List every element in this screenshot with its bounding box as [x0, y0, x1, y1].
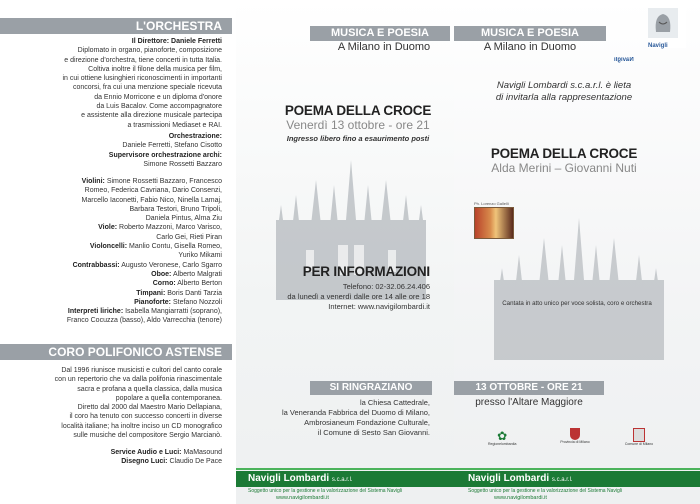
coro-line: popolare a quella contemporanea.	[115, 394, 222, 402]
liriche-names: Isabella Mangiarratti (soprano),	[125, 308, 222, 316]
footer-accent	[454, 468, 700, 470]
right-footer	[454, 468, 700, 504]
place: presso l'Altare Maggiore	[475, 397, 583, 408]
footer-accent	[236, 468, 454, 470]
middle-subtitle: A Milano in Duomo	[337, 41, 431, 53]
coro-header: CORO POLIFONICO ASTENSE	[0, 344, 232, 360]
bio-line: e assistente alla direzione musicale partecipa	[81, 112, 222, 120]
viole-label: Viole:	[98, 224, 118, 232]
right-panel	[454, 0, 700, 504]
coro-line: località italiane; ha inoltre inciso un CD monografico	[61, 422, 222, 430]
right-band: MUSICA E POESIA	[454, 26, 606, 41]
sponsor-provincia	[560, 428, 590, 444]
shield-icon	[633, 428, 645, 442]
authors: Alda Merini – Giovanni Nuti	[491, 161, 637, 175]
footer-url: www.navigilombardi.it	[494, 495, 547, 501]
footer-url: www.navigilombardi.it	[276, 495, 329, 501]
right-poem-title: POEMA DELLA CROCE	[490, 146, 638, 161]
sponsor-label: Comune di Milano	[624, 442, 654, 446]
performers-photo	[474, 207, 514, 239]
rose-icon: ✿	[497, 429, 508, 443]
orchestra-header: L'ORCHESTRA	[0, 18, 232, 34]
liriche-label: Interpreti liriche:	[67, 308, 124, 316]
date-band: 13 OTTOBRE - ORE 21	[454, 381, 604, 395]
pianoforte-name: Stefano Nozzoli	[172, 298, 222, 306]
director-block	[62, 37, 222, 130]
invite-line: di invitarla alla rappresentazione	[495, 92, 633, 103]
orchestrazione-names: Daniele Ferretti, Stefano Cisotto	[122, 142, 222, 150]
thanks-line: Ambrosianeum Fondazione Culturale,	[304, 418, 430, 427]
corno-name: Alberto Berton	[177, 280, 222, 288]
sponsor-regione	[488, 430, 516, 446]
right-subtitle: A Milano in Duomo	[483, 41, 577, 53]
violini-names: Simone Rossetti Bazzaro, Francesco	[106, 178, 222, 185]
bio-line: Diplomato in organo, pianoforte, composizione	[77, 47, 222, 55]
sponsor-comune	[624, 428, 654, 446]
thanks-band: SI RINGRAZIANO	[310, 381, 432, 395]
footer-tagline: Soggetto unico per la gestione e la valorizzazione del Sistema Navigli	[248, 488, 402, 494]
info-block	[287, 264, 430, 312]
footer-brand-suffix: s.c.a.r.l.	[331, 477, 353, 483]
coro-line: il coro ha tenuto con successo concerti in diverse	[69, 413, 222, 421]
footer-brand-suffix: s.c.a.r.l.	[551, 477, 573, 483]
violini-names: Romeo, Federica Cavriana, Dario Consenzi,	[84, 187, 222, 195]
thanks-line: la Chiesa Cattedrale,	[359, 398, 430, 407]
coro-line: Diretto dal 2000 dal Maestro Mario Dellapiana,	[77, 404, 222, 412]
invite-line: Navigli Lombardi s.c.a.r.l. è lieta	[496, 80, 632, 91]
crest-icon	[570, 428, 580, 440]
footer-brand: Navigli Lombardi	[468, 473, 550, 484]
poem-title: POEMA DELLA CROCE	[284, 103, 432, 118]
thanks-line: il Comune di Sesto San Giovanni.	[317, 428, 430, 437]
logo-text: Navigli	[648, 43, 668, 49]
event-date: Venerdì 13 ottobre - ore 21	[286, 118, 430, 132]
supervisore-label: Supervisore orchestrazione archi:	[108, 151, 222, 159]
footer-brand-band	[454, 471, 700, 487]
supervisore-name: Simone Rossetti Bazzaro	[143, 160, 222, 168]
contrabbassi-names: Augusto Veronese, Carlo Sgarro	[121, 261, 222, 269]
sponsor-label: Provincia di Milano	[560, 440, 590, 444]
coro-block	[55, 366, 222, 440]
violoncelli-names: Yuriko Mikami	[178, 252, 222, 260]
bio-line: e direzione d'orchestra, tiene concerti in tutta Italia.	[64, 56, 222, 64]
disegno-label: Disegno Luci:	[121, 458, 168, 466]
middle-footer	[236, 468, 454, 504]
middle-band: MUSICA E POESIA	[310, 26, 450, 41]
viole-names: Roberto Mazzoni, Marco Varisco,	[119, 224, 222, 232]
violini-names: Barbara Testori, Bruno Tripoli,	[129, 205, 222, 213]
bio-line: da Ennio Morricone e un diploma d'onore	[94, 93, 222, 101]
service-label: Service Audio e Luci:	[110, 449, 182, 456]
navigli-logo	[648, 8, 686, 48]
logo-reversed: Navigli	[614, 57, 634, 63]
violoncelli-label: Violoncelli:	[89, 243, 128, 251]
timpani-label: Timpani:	[136, 289, 166, 297]
coro-line: Dal 1996 riunisce musicisti e cultori del canto corale	[61, 367, 222, 374]
oboe-name: Alberto Malgrati	[172, 270, 222, 278]
disegno-name: Claudio De Pace	[169, 458, 222, 466]
viole-names: Carlo Gei, Rieti Piran	[156, 233, 222, 241]
bio-line: in cui ottiene lusinghieri riconoscimenti in importanti	[62, 75, 222, 83]
violini-names: Marcello Iaconetti, Fabio Nico, Ninella Lamaj,	[81, 196, 222, 204]
orchestra-panel	[0, 0, 236, 504]
coro-line: sacra e profana a quella classica, dalla musica	[77, 385, 222, 393]
strings-block	[67, 177, 222, 326]
bio-line: Coltiva inoltre il filone della musica per film,	[88, 65, 222, 73]
bio-line: a trasmissioni Mediaset e RAI.	[127, 121, 222, 129]
orchestrazione-block	[109, 132, 222, 169]
footer-brand-band	[236, 471, 454, 487]
footer-brand: Navigli Lombardi	[248, 473, 330, 484]
info-line: da lunedì a venerdì dalle ore 14 alle ore 18	[287, 292, 430, 301]
info-title: PER INFORMAZIONI	[302, 264, 430, 279]
service-name: MaMasound	[183, 449, 222, 456]
pianoforte-label: Pianoforte:	[134, 298, 172, 306]
thanks-line: la Veneranda Fabbrica del Duomo di Milano,	[281, 408, 430, 417]
liriche-names: Franco Cocuzza (basso), Aldo Varrecchia (tenore)	[66, 317, 222, 325]
credits-block	[111, 448, 222, 467]
invite-block	[454, 80, 674, 104]
violini-names: Daniela Pintus, Alma Ziu	[145, 215, 222, 223]
oboe-label: Oboe:	[151, 270, 172, 278]
cantata: Cantata in atto unico per voce solista, coro e orchestra	[502, 300, 652, 307]
bio-line: concorsi, fra cui una menzione speciale ricevuta	[72, 84, 222, 92]
coro-line: sulle musiche del compositore Sergio Marcianò.	[73, 432, 222, 440]
contrabbassi-label: Contrabbassi:	[72, 261, 120, 269]
orchestrazione-label: Orchestrazione:	[168, 133, 222, 140]
footer-tagline: Soggetto unico per la gestione e la valorizzazione del Sistema Navigli	[468, 488, 622, 494]
photo-credit: Ph. Lorenzo Gallelli	[474, 201, 509, 206]
middle-panel	[236, 0, 454, 504]
ingresso: Ingresso libero fino a esaurimento posti	[286, 134, 430, 143]
coro-line: con un repertorio che va dalla polifonia rinascimentale	[54, 376, 222, 384]
timpani-name: Boris Danti Tarzia	[167, 289, 222, 297]
violoncelli-names: Manlio Contu, Gisella Romeo,	[129, 243, 222, 251]
thanks-block	[282, 398, 430, 438]
poem-block	[266, 103, 450, 143]
right-poem-block	[454, 146, 674, 175]
sponsor-label: Regionelombardia	[488, 442, 517, 446]
violini-label: Violini:	[81, 178, 105, 185]
director-title: Il Direttore: Daniele Ferretti	[131, 38, 222, 45]
corno-label: Corno:	[152, 280, 176, 288]
bio-line: da Luis Bacalov. Come accompagnatore	[96, 103, 222, 111]
portrait-icon	[648, 8, 678, 38]
info-line: Internet: www.navigilombardi.it	[328, 302, 430, 311]
info-line: Telefono: 02-32.06.24.406	[342, 282, 430, 291]
